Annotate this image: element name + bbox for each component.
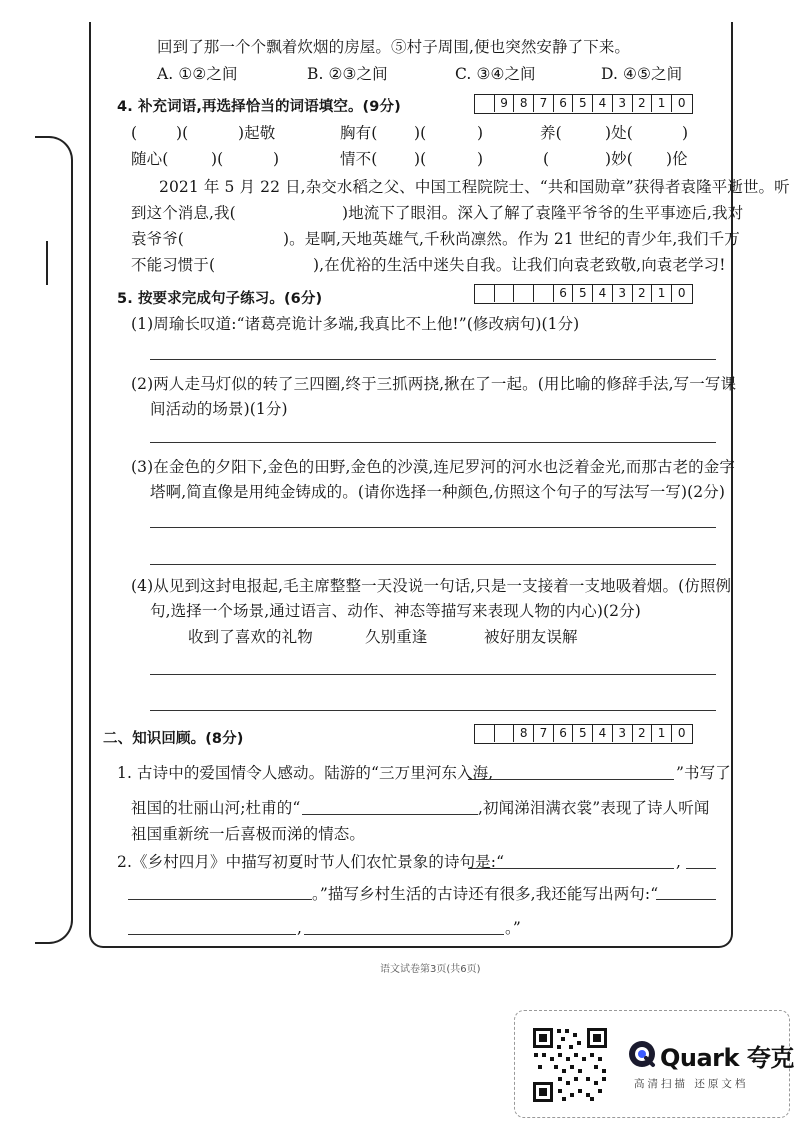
idiom-blank: )起敬 — [238, 124, 276, 142]
idiom-blank: )( — [211, 150, 224, 168]
answer-line[interactable] — [150, 710, 716, 711]
s2-q1-text: 祖国重新统一后喜极而涕的情态。 — [131, 825, 366, 843]
section2-title: 二、知识回顾。(8分) — [103, 731, 244, 747]
score-cell: 9 — [495, 95, 515, 112]
score-cell: 7 — [534, 725, 554, 742]
q5-title: 5. 按要求完成句子练习。(6分) — [117, 291, 323, 307]
fill-blank[interactable] — [128, 899, 312, 900]
score-cell: 5 — [573, 95, 593, 112]
s2-q1-text: ,初闻涕泪满衣裳”表现了诗人听闻 — [478, 799, 710, 817]
q4-passage-line: ),在优裕的生活中迷失自我。让我们向袁老致敬,向袁老学习! — [313, 256, 726, 274]
score-cell: 8 — [514, 725, 534, 742]
s2-q2-text: , — [676, 853, 682, 871]
q4-passage-line: )。是啊,天地英雄气,千秋尚凛然。作为 21 世纪的青少年,我们千万 — [283, 230, 740, 248]
qr-code-icon — [531, 1026, 609, 1104]
score-cell — [534, 285, 554, 302]
q5-item-2-line1: (2)两人走马灯似的转了三四圈,终于三抓两挠,揪在了一起。(用比喻的修辞手法,写一写课 — [131, 375, 737, 393]
q5-item-3-line2: 塔啊,简直像是用纯金铸成的。(请你选择一种颜色,仿照这个句子的写法写一写)(2分) — [150, 483, 726, 501]
fill-blank[interactable] — [686, 868, 716, 869]
score-cell — [495, 725, 515, 742]
idiom-blank: ( — [131, 124, 138, 142]
score-cell: 2 — [633, 285, 653, 302]
score-cell: 4 — [593, 725, 613, 742]
brand-name: Quark 夸克 — [660, 1044, 794, 1072]
s2-q2-text: 。”描写乡村生活的古诗还有很多,我还能写出两句:“ — [312, 885, 659, 903]
q3-passage-tail: 回到了那一个个飘着炊烟的房屋。⑤村子周围,便也突然安静了下来。 — [157, 38, 631, 56]
idiom-blank: )伦 — [666, 150, 688, 168]
idiom-blank: ) — [477, 124, 484, 142]
fill-blank[interactable] — [302, 814, 478, 815]
score-cell — [475, 95, 495, 112]
q5-item-2-line2: 间活动的场景)(1分) — [150, 400, 288, 418]
score-cell: 2 — [633, 725, 653, 742]
section2-score-box — [474, 724, 693, 744]
s2-q2-text: 。” — [505, 919, 521, 937]
s2-q2-text: 2.《乡村四月》中描写初夏时节人们农忙景象的诗句是:“ — [117, 853, 505, 871]
idiom-blank: )( — [414, 124, 427, 142]
fill-blank[interactable] — [468, 779, 674, 780]
binding-margin-mark — [46, 241, 48, 285]
s2-q2-text: , — [297, 919, 303, 937]
scene-option: 收到了喜欢的礼物 — [188, 628, 313, 646]
score-cell: 8 — [514, 95, 534, 112]
q4-passage-line: 到这个消息,我( — [131, 204, 236, 222]
score-cell: 4 — [593, 95, 613, 112]
idiom-blank: ) — [477, 150, 484, 168]
fill-blank[interactable] — [128, 934, 296, 935]
score-cell: 0 — [677, 726, 686, 740]
idiom-blank: 胸有( — [340, 124, 378, 142]
score-cell: 4 — [593, 285, 613, 302]
score-cell: 3 — [613, 95, 633, 112]
answer-line[interactable] — [150, 359, 716, 360]
q4-passage-line: 2021 年 5 月 22 日,杂交水稻之父、中国工程院院士、“共和国勋章”获得者袁隆平逝世。听 — [159, 178, 790, 196]
score-cell: 2 — [633, 95, 653, 112]
binding-margin-bracket — [35, 136, 73, 944]
s2-q1-text: 1. 古诗中的爱国情令人感动。陆游的“三万里河东入海, — [117, 764, 494, 782]
score-cell: 1 — [652, 725, 672, 742]
score-cell: 3 — [613, 285, 633, 302]
q5-item-3-line1: (3)在金色的夕阳下,金色的田野,金色的沙漠,连尼罗河的河水也泛着金光,而那古老的金字 — [131, 458, 735, 476]
idiom-blank: )处( — [605, 124, 633, 142]
idiom-blank: )( — [176, 124, 189, 142]
idiom-blank: )妙( — [605, 150, 633, 168]
s2-q1-text: ”书写了 — [676, 764, 731, 782]
s2-q1-text: 祖国的壮丽山河;杜甫的“ — [131, 799, 301, 817]
fill-blank[interactable] — [468, 868, 674, 869]
scene-option: 久别重逢 — [365, 628, 428, 646]
q3-option-d: D. ④⑤之间 — [601, 65, 683, 83]
q3-option-b: B. ②③之间 — [307, 65, 388, 83]
fill-blank[interactable] — [656, 899, 716, 900]
q4-passage-line: 不能习惯于( — [131, 256, 216, 274]
score-cell — [475, 285, 495, 302]
score-cell — [514, 285, 534, 302]
scene-option: 被好朋友误解 — [484, 628, 578, 646]
page-footer: 语文试卷第3页(共6页) — [380, 964, 481, 975]
q4-title: 4. 补充词语,再选择恰当的词语填空。(9分) — [117, 99, 401, 115]
idiom-blank: )( — [414, 150, 427, 168]
score-cell: 1 — [652, 285, 672, 302]
idiom-blank: ( — [543, 150, 550, 168]
score-cell: 5 — [573, 725, 593, 742]
score-cell: 3 — [613, 725, 633, 742]
idiom-blank: 情不( — [340, 150, 378, 168]
score-cell: 0 — [677, 96, 686, 110]
idiom-blank: 养( — [540, 124, 562, 142]
score-cell: 5 — [573, 285, 593, 302]
score-cell: 6 — [554, 95, 574, 112]
q4-passage-line: )地流下了眼泪。深入了解了袁隆平爷爷的生平事迹后,我对 — [342, 204, 744, 222]
score-cell: 6 — [554, 285, 574, 302]
idiom-blank: 随心( — [131, 150, 169, 168]
q3-option-a: A. ①②之间 — [157, 65, 238, 83]
q4-score-box — [474, 94, 693, 114]
score-cell: 7 — [534, 95, 554, 112]
q5-item-4-line1: (4)从见到这封电报起,毛主席整整一天没说一句话,只是一支接着一支地吸着烟。(仿照例 — [131, 577, 732, 595]
brand-tagline: 高清扫描 还原文档 — [634, 1078, 749, 1090]
answer-line[interactable] — [150, 564, 716, 565]
idiom-blank: ) — [273, 150, 280, 168]
score-cell: 0 — [677, 286, 686, 300]
score-cell: 6 — [554, 725, 574, 742]
q5-item-4-line2: 句,选择一个场景,通过语言、动作、神态等描写来表现人物的内心)(2分) — [150, 602, 641, 620]
quark-logo-icon — [628, 1040, 656, 1068]
answer-line[interactable] — [150, 442, 716, 443]
answer-line[interactable] — [150, 674, 716, 675]
q3-option-c: C. ③④之间 — [455, 65, 536, 83]
answer-line[interactable] — [150, 527, 716, 528]
score-cell — [495, 285, 515, 302]
fill-blank[interactable] — [304, 934, 504, 935]
score-cell — [475, 725, 495, 742]
q4-passage-line: 袁爷爷( — [131, 230, 184, 248]
score-cell: 1 — [652, 95, 672, 112]
q5-score-box — [474, 284, 693, 304]
q5-item-1: (1)周瑜长叹道:“诸葛亮诡计多端,我真比不上他!”(修改病句)(1分) — [131, 315, 580, 333]
idiom-blank: ) — [682, 124, 689, 142]
